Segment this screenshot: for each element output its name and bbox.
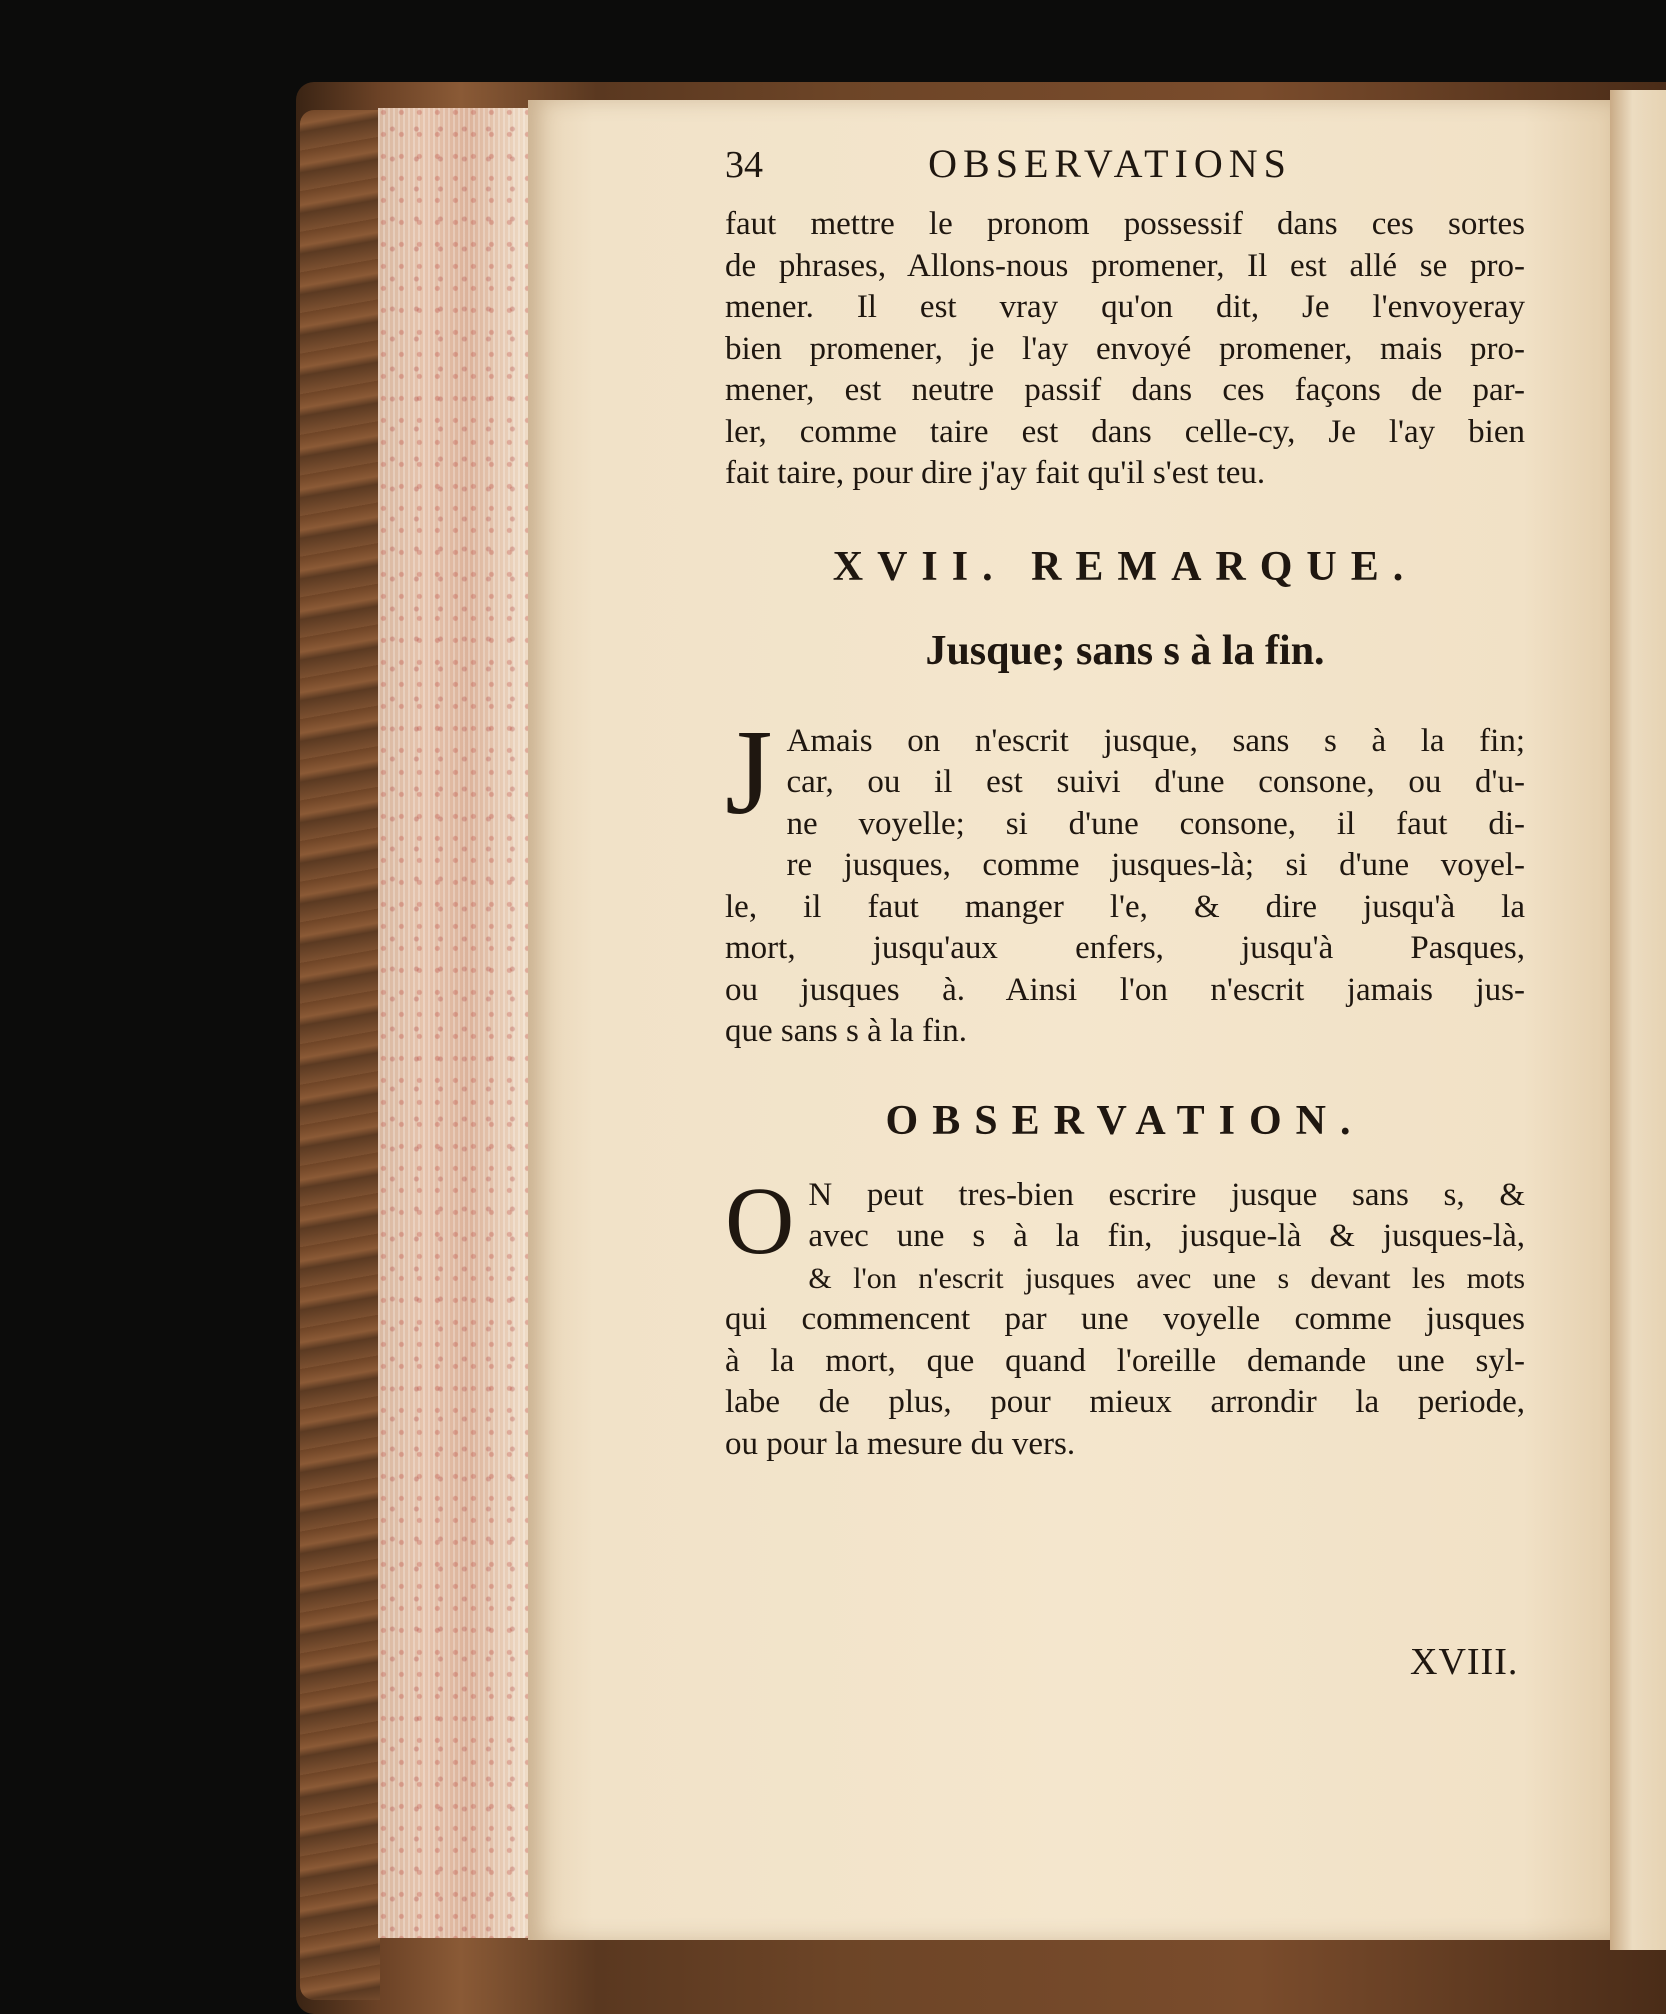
text-line: fait taire, pour dire j'ay fait qu'il s'est teu. [725,455,1266,491]
text-line: faut mettre le pronom possessif dans ces sortes [725,206,1525,242]
observation-heading: OBSERVATION. [885,1097,1365,1144]
text-line: ler, comme taire est dans celle-cy, Je l'ay bien [725,413,1525,450]
text-line: ou pour la mesure du vers. [725,1425,1076,1462]
text-line: mort, jusqu'aux enfers, jusqu'à Pasques, [725,930,1525,966]
text-line: mener. Il est vray qu'on dit, Je l'envoyeray [725,289,1525,325]
text-line: de phrases, Allons-nous promener, Il est allé se pro- [725,247,1525,284]
page-number: 34 [725,144,763,186]
text-line: N peut tres-bien escrire jusque sans s, & [808,1176,1525,1213]
text-line: qui commencent par une voyelle comme jusques [725,1301,1525,1337]
intro-paragraph [725,204,1525,495]
text-line: Amais on n'escrit jusque, sans s à la fin; [786,722,1525,759]
leather-spine [300,110,380,2000]
text-line: à la mort, que quand l'oreille demande une syl- [725,1342,1525,1379]
drop-cap: O [725,1166,795,1274]
page-edges [378,108,528,1938]
text-line: ou jusques à. Ainsi l'on n'escrit jamais jus- [725,971,1525,1008]
text-line: que sans s à la fin. [725,1013,967,1049]
text-line: labe de plus, pour mieux arrondir la periode, [725,1384,1525,1420]
running-title: OBSERVATIONS [928,141,1292,186]
observation-paragraph [725,1166,1525,1466]
text-line: le, il faut manger l'e, & dire jusqu'à la [725,888,1525,925]
remarque-paragraph [725,704,1525,1053]
text-line: ne voyelle; si d'une consone, il faut di- [786,805,1525,842]
page-content [725,140,1525,1465]
remarque-subheading: Jusque; sans s à la fin. [925,627,1325,674]
facing-page-edge [1610,90,1666,1950]
catchword: XVIII. [1410,1641,1519,1683]
drop-cap: J [725,704,773,840]
text-line: re jusques, comme jusques-là; si d'une voyel- [786,847,1525,883]
running-head [725,140,1525,200]
text-line: mener, est neutre passif dans ces façons de par- [725,372,1525,408]
text-line: car, ou il est suivi d'une consone, ou d'u- [786,764,1525,800]
remarque-heading: XVII. REMARQUE. [832,543,1418,590]
text-line: & l'on n'escrit jusques avec une s devant les mots [808,1261,1525,1295]
text-line: avec une s à la fin, jusque-là & jusques-là, [808,1218,1525,1254]
text-line: bien promener, je l'ay envoyé promener, mais pro- [725,330,1525,367]
